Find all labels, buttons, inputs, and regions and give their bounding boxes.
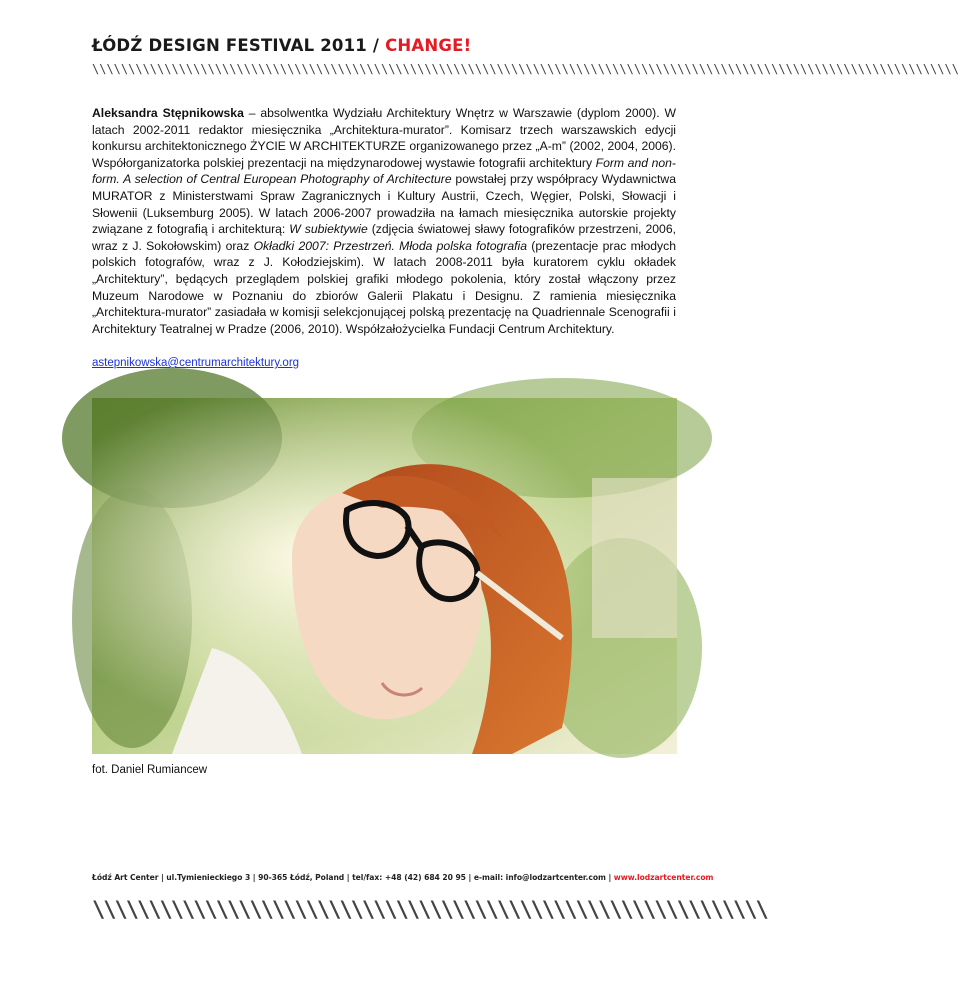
header-title <box>92 36 471 55</box>
bio-project-title-2: Okładki 2007: Przestrzeń. Młoda polska fotografia <box>253 238 527 253</box>
bio-text-1: – absolwentka Wydziału Architektury Wnętrz w Warszawie (dyplom 2000). W latach 2002-2011 redaktor miesięcznika „Architektura-murator”. Komisarz trzech warszawskich edycji konkursu architektonicznego ŻYCIE W ARCHITEKTURZE organizowanego przez „A-m” (2002, 2004, 2006). Współorganizatorka polskiej prezentacji na międzynarodowej wystawie fotografii architektury <box>92 106 676 170</box>
bio-text-2: powstałej przy współpracy Wydawnictwa MURATOR z Ministerstwami Spraw Zagranicznych i Kultury Austrii, Czech, Węgier, Polski, Słowacji i Słowenii (Luksemburg 2005). W latach 2006-2007 prowadziła na łamach miesięcznika autorskie projekty związane z fotografią i architekturą: <box>92 172 676 237</box>
footer-contact-line <box>92 873 714 882</box>
footer-website-link[interactable]: www.lodzartcenter.com <box>613 873 714 882</box>
header-hatch-divider: \\\\\\\\\\\\\\\\\\\\\\\\\\\\\\\\\\\\\\\\\\\\\\\\\\\\\\\\\\\\\\\\\\\\\\\\\\\\\\\\\\\\\\\\\\\\\\\\\\\\\\\\\\\\\\\\\\\\\\\\ <box>92 62 959 76</box>
bio-name: Aleksandra Stępnikowska <box>92 106 244 120</box>
portrait-photo <box>92 398 677 754</box>
header-title-main: ŁÓDŹ DESIGN FESTIVAL 2011 / <box>92 36 386 55</box>
bio-project-title-1: W subiektywie <box>289 222 368 237</box>
header-title-accent: CHANGE! <box>385 36 472 55</box>
footer-info: Łódź Art Center | ul.Tymienieckiego 3 | 90-365 Łódź, Poland | tel/fax: +48 (42) 684 20 95 | e-mail: info@lodzartcenter.com | <box>92 873 614 882</box>
bio-text-4: (prezentacje prac młodych polskich fotografów, wraz z J. Kołodziejskim). W latach 2008-2011 była kuratorem cyklu okładek „Architektury”, będących przeglądem polskiej grafiki młodego pokolenia, który został włączony przez Muzeum Narodowe w Poznaniu do zbiorów Galerii Plakatu i Designu. Z ramienia miesięcznika „Architektura-murator” zasiadała w komisji selekcjonującej polską prezentację na Quadriennale Scenografii i Architektury Teatralnej w Pradze (2006, 2010). Współzałożycielka Fundacji Centrum Architektury. <box>92 238 676 336</box>
bio-text-3: (zdjęcia światowej sławy fotografików przestrzeni, 2006, wraz z J. Sokołowskim) oraz <box>92 222 676 253</box>
email-link[interactable]: astepnikowska@centrumarchitektury.org <box>92 357 300 369</box>
footer-hatch-divider: \\\\\\\\\\\\\\\\\\\\\\\\\\\\\\\\\\\\\\\\\\\\\\\\\\\\\\\\\\\\ <box>92 898 767 923</box>
bio-exhibition-title: Form and non-form. A selection of Central European Photography of Architecture <box>92 155 676 187</box>
photo-caption: fot. Daniel Rumiancew <box>92 764 208 776</box>
bio-paragraph <box>92 105 676 337</box>
